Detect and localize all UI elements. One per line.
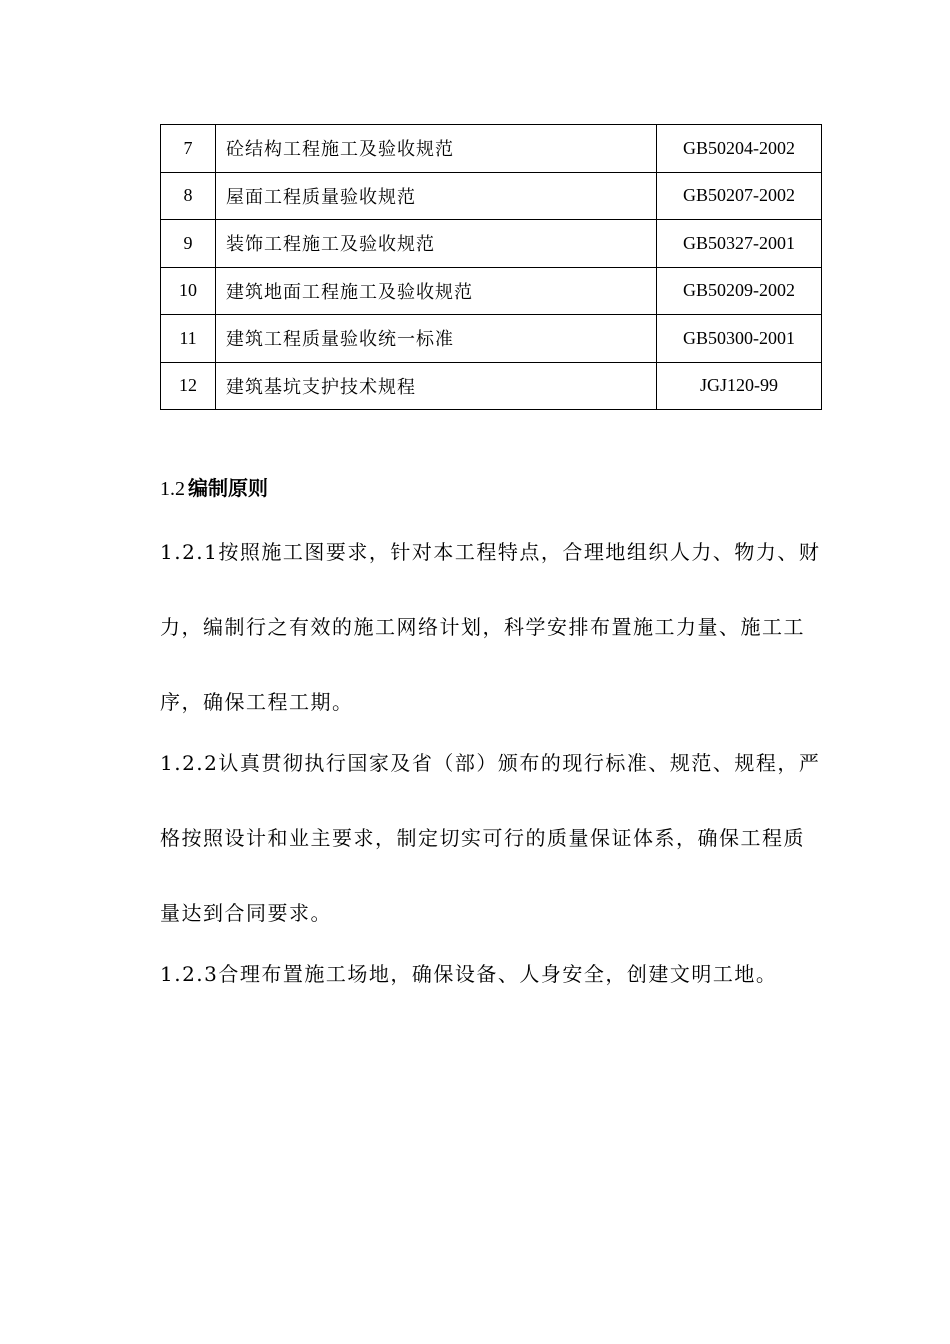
table-row xyxy=(161,172,822,220)
paragraph-1-2-2: 1.2.2认真贯彻执行国家及省（部）颁布的现行标准、规范、规程，严格按照设计和业主要求，制定切实可行的质量保证体系，确保工程质量达到合同要求。 xyxy=(160,751,821,925)
standard-code: GB50207-2002 xyxy=(657,172,822,220)
row-number: 12 xyxy=(161,362,216,410)
paragraph-1-2-3: 1.2.3合理布置施工场地，确保设备、人身安全，创建文明工地。 xyxy=(160,962,778,986)
standard-name: 装饰工程施工及验收规范 xyxy=(216,220,657,268)
standard-code: GB50209-2002 xyxy=(657,267,822,315)
table-row xyxy=(161,220,822,268)
standard-name: 屋面工程质量验收规范 xyxy=(216,172,657,220)
standard-code: JGJ120-99 xyxy=(657,362,822,410)
standard-name: 建筑基坑支护技术规程 xyxy=(216,362,657,410)
row-number: 10 xyxy=(161,267,216,315)
standard-code: GB50327-2001 xyxy=(657,220,822,268)
row-number: 9 xyxy=(161,220,216,268)
row-number: 11 xyxy=(161,315,216,363)
paragraph-1-2-1: 1.2.1按照施工图要求，针对本工程特点，合理地组织人力、物力、财力，编制行之有效的施工网络计划，科学安排布置施工力量、施工工序，确保工程工期。 xyxy=(160,540,821,714)
table-row xyxy=(161,315,822,363)
section-number: 1.2 xyxy=(160,478,185,500)
section-heading xyxy=(160,474,268,503)
section-title: 编制原则 xyxy=(188,476,268,500)
standard-code: GB50204-2002 xyxy=(657,125,822,173)
standards-table xyxy=(160,124,822,410)
table-row xyxy=(161,125,822,173)
standard-name: 砼结构工程施工及验收规范 xyxy=(216,125,657,173)
row-number: 8 xyxy=(161,172,216,220)
row-number: 7 xyxy=(161,125,216,173)
standard-name: 建筑工程质量验收统一标准 xyxy=(216,315,657,363)
standard-code: GB50300-2001 xyxy=(657,315,822,363)
table-row xyxy=(161,362,822,410)
table-row xyxy=(161,267,822,315)
standard-name: 建筑地面工程施工及验收规范 xyxy=(216,267,657,315)
